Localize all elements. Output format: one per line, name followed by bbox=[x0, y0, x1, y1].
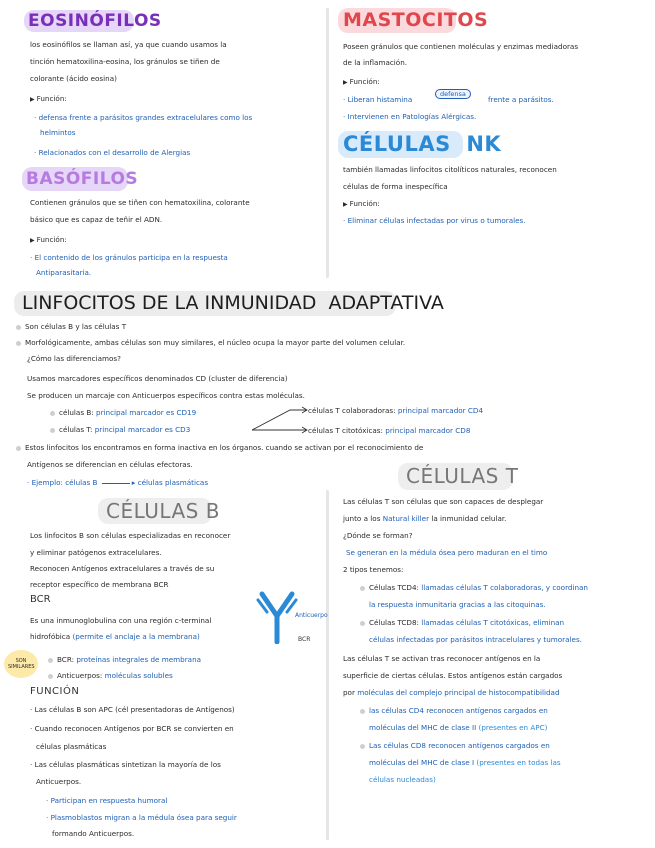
celulas-b-line-6: hidrofóbica (permite el anclaje a la membrana) bbox=[30, 632, 200, 641]
adaptativa-line-7: Antígenos se diferencian en células efectoras. bbox=[27, 460, 193, 469]
sub-2b: formando Anticuerpos. bbox=[52, 829, 135, 838]
marcador-cd4: células T colaboradoras: principal marcador CD4 bbox=[308, 406, 484, 415]
son-similares-badge: SON SIMILARES bbox=[4, 650, 38, 678]
defensa-label: defensa bbox=[435, 89, 471, 99]
bcr-label: BCR bbox=[298, 636, 311, 643]
column-divider-bottom bbox=[326, 490, 329, 840]
celulas-b-title: CÉLULAS B bbox=[106, 499, 220, 523]
marcador-cd8: células T citotóxicas: principal marcador CD8 bbox=[308, 426, 471, 435]
bcr-item: BCR: proteínas integrales de membrana bbox=[48, 655, 201, 664]
adaptativa-line-1: Son células B y las células T bbox=[16, 322, 126, 331]
marcador-celulas-b: células B: principal marcador es CD19 bbox=[50, 408, 196, 417]
celulas-t-line-2: junto a los Natural killer la inmunidad celular. bbox=[343, 514, 507, 523]
basofilos-funcion: ▶ Función: bbox=[30, 235, 67, 244]
tcd4-item: Células TCD4: llamadas células T colaboradoras, y coordinan bbox=[360, 583, 588, 592]
celulas-b-line-1: Los linfocitos B son células especializadas en reconocer bbox=[30, 531, 231, 540]
adaptativa-line-3: ¿Cómo las diferenciamos? bbox=[27, 354, 121, 363]
nk-title: CÉLULAS NK bbox=[343, 132, 502, 156]
celulas-t-title: CÉLULAS T bbox=[406, 464, 519, 488]
nk-funcion: ▶ Función: bbox=[343, 199, 380, 208]
celulas-b-line-4: receptor específico de membrana BCR bbox=[30, 580, 169, 589]
bcr-heading: BCR bbox=[30, 594, 51, 605]
funcion-heading: FUNCIÓN bbox=[30, 686, 80, 697]
celulas-t-line-7: superficie de ciertas células. Estos antígenos están cargados bbox=[343, 671, 563, 680]
mhc-cd4: las células CD4 reconocen antígenos cargados en bbox=[360, 706, 548, 715]
nk-funcion-1: · Eliminar células infectadas por virus o tumorales. bbox=[343, 216, 526, 225]
celulas-t-line-4: Se generan en la médula ósea pero maduran en el timo bbox=[346, 548, 548, 557]
adaptativa-line-5: Se producen un marcaje con Anticuerpos específicos contra estas moléculas. bbox=[27, 391, 305, 400]
tcd4-item-b: la respuesta inmunitaria gracias a las citoquinas. bbox=[369, 600, 546, 609]
mastocitos-funcion-1: · Liberan histamina bbox=[343, 95, 413, 104]
eosinofilos-line-1: los eosinófilos se llaman así, ya que cuando usamos la bbox=[30, 40, 227, 49]
adaptativa-line-2: Morfológicamente, ambas células son muy similares, el núcleo ocupa la mayor parte del volumen celular. bbox=[16, 338, 405, 347]
mhc-cd8: Las células CD8 reconocen antígenos cargados en bbox=[360, 741, 550, 750]
mastocitos-title: MASTOCITOS bbox=[343, 9, 489, 31]
eosinofilos-title: EOSINÓFILOS bbox=[28, 11, 162, 31]
mhc-cd8-b: moléculas del MHC de clase I (presentes en todas las bbox=[369, 758, 561, 767]
eosinofilos-funcion-1b: helmintos bbox=[40, 128, 76, 137]
mhc-cd8-c: células nucleadas) bbox=[369, 775, 436, 784]
adaptativa-line-6: Estos linfocitos los encontramos en forma inactiva en los órganos. cuando se activan por el reconocimiento de bbox=[16, 443, 423, 452]
adaptativa-line-4: Usamos marcadores específicos denominados CD (cluster de diferencia) bbox=[27, 374, 288, 383]
adaptativa-title: LINFOCITOS DE LA INMUNIDAD ADAPTATIVA bbox=[22, 292, 444, 314]
funcion-3: · Las células plasmáticas sintetizan la mayoría de los bbox=[30, 760, 221, 769]
mastocitos-funcion-2: · Intervienen en Patologías Alérgicas. bbox=[343, 112, 477, 121]
column-divider-top bbox=[326, 8, 329, 278]
marcador-celulas-t: células T: principal marcador es CD3 bbox=[50, 425, 190, 434]
adaptativa-ejemplo: · Ejemplo: células B ▸ células plasmáticas bbox=[27, 478, 209, 487]
eosinofilos-funcion-2: · Relacionados con el desarrollo de Alergias bbox=[34, 148, 191, 157]
basofilos-line-1: Contienen gránulos que se tiñen con hematoxilina, colorante bbox=[30, 198, 250, 207]
branch-arrows bbox=[250, 404, 310, 436]
celulas-b-line-2: y eliminar patógenos extracelulares. bbox=[30, 548, 162, 557]
celulas-t-line-5: 2 tipos tenemos: bbox=[343, 565, 404, 574]
celulas-t-line-3: ¿Dónde se forman? bbox=[343, 531, 413, 540]
funcion-2b: células plasmáticas bbox=[36, 742, 107, 751]
celulas-t-line-8: por moléculas del complejo principal de histocompatibilidad bbox=[343, 688, 560, 697]
mhc-cd4-b: moléculas del MHC de clase II (presentes en APC) bbox=[369, 723, 548, 732]
antibody-label: Anticuerpo bbox=[295, 612, 328, 619]
eosinofilos-line-3: colorante (ácido eosina) bbox=[30, 74, 117, 83]
mastocitos-line-1: Poseen gránulos que contienen moléculas y enzimas mediadoras bbox=[343, 42, 579, 51]
eosinofilos-funcion: ▶ Función: bbox=[30, 94, 67, 103]
nk-line-1: también llamadas linfocitos citolíticos naturales, reconocen bbox=[343, 165, 557, 174]
antibody-icon bbox=[256, 588, 298, 644]
eosinofilos-funcion-1: · defensa frente a parásitos grandes extracelulares como los bbox=[34, 113, 253, 122]
basofilos-title: BASÓFILOS bbox=[26, 169, 139, 189]
nk-line-2: células de forma inespecífica bbox=[343, 182, 448, 191]
mastocitos-funcion-1b: frente a parásitos. bbox=[488, 95, 554, 104]
mastocitos-funcion: ▶ Función: bbox=[343, 77, 380, 86]
celulas-b-line-5: Es una inmunoglobulina con una región c-terminal bbox=[30, 616, 212, 625]
tcd8-item-b: células infectadas por parásitos intracelulares y tumorales. bbox=[369, 635, 582, 644]
basofilos-line-2: básico que es capaz de teñir el ADN. bbox=[30, 215, 163, 224]
celulas-t-line-6: Las células T se activan tras reconocer antígenos en la bbox=[343, 654, 541, 663]
sub-1: · Participan en respuesta humoral bbox=[46, 796, 168, 805]
funcion-3b: Anticuerpos. bbox=[36, 777, 82, 786]
funcion-1: · Las células B son APC (cél presentadoras de Antígenos) bbox=[30, 705, 235, 714]
basofilos-funcion-1b: Antiparasitaria. bbox=[36, 268, 92, 277]
basofilos-funcion-1: · El contenido de los gránulos participa en la respuesta bbox=[30, 253, 228, 262]
sub-2: · Plasmoblastos migran a la médula ósea para seguir bbox=[46, 813, 237, 822]
celulas-b-line-3: Reconocen Antígenos extracelulares a través de su bbox=[30, 564, 215, 573]
anticuerpos-item: Anticuerpos: moléculas solubles bbox=[48, 671, 173, 680]
tcd8-item: Células TCD8: llamadas células T citotóxicas, eliminan bbox=[360, 618, 564, 627]
funcion-2: · Cuando reconocen Antígenos por BCR se convierten en bbox=[30, 724, 234, 733]
celulas-t-line-1: Las células T son células que son capaces de desplegar bbox=[343, 497, 544, 506]
eosinofilos-line-2: tinción hematoxilina-eosina, los gránulos se tiñen de bbox=[30, 57, 220, 66]
mastocitos-line-2: de la inflamación. bbox=[343, 58, 408, 67]
